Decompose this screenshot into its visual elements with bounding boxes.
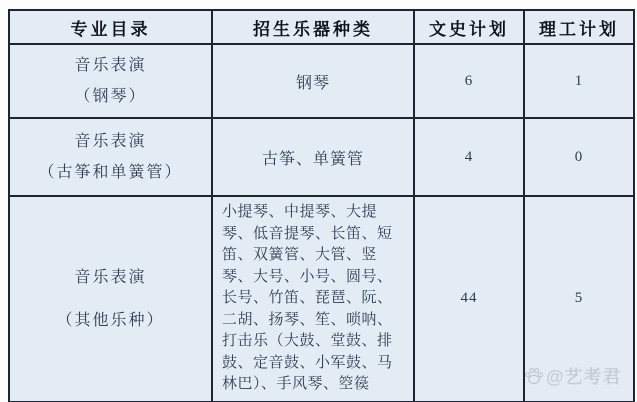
science-plan-cell: 0 <box>524 118 634 196</box>
header-instrument-types: 招生乐器种类 <box>212 10 414 44</box>
header-liberal-arts-plan: 文史计划 <box>414 10 524 44</box>
major-cell <box>9 118 212 196</box>
major-name: 音乐表演 <box>74 133 147 151</box>
major-cell <box>9 44 212 118</box>
watermark-text: @艺考君 <box>546 367 622 387</box>
major-subtype: （古筝和单簧管） <box>38 163 183 181</box>
major-cell <box>9 196 212 402</box>
table-row-piano <box>9 44 634 118</box>
science-plan-cell: 1 <box>524 44 634 118</box>
major-subtype: （钢琴） <box>74 87 147 105</box>
enrollment-plan-table <box>8 9 635 402</box>
arts-plan-cell: 44 <box>414 196 524 402</box>
header-science-plan: 理工计划 <box>524 10 634 44</box>
table-row-other-instruments <box>9 196 634 402</box>
science-plan-cell: 5 <box>524 196 634 402</box>
header-major-catalog: 专业目录 <box>9 10 212 44</box>
instruments-cell: 小提琴、中提琴、大提琴、低音提琴、长笛、短笛、双簧管、大管、竖琴、大号、小号、圆号、长号、竹笛、琵琶、阮、二胡、扬琴、笙、唢呐、打击乐（大鼓、堂鼓、排鼓、定音鼓、小军鼓、马林巴）、手风琴、箜篌 <box>212 196 414 402</box>
instruments-cell: 钢琴 <box>212 44 414 118</box>
table-row-guzheng-clarinet <box>9 118 634 196</box>
arts-plan-cell: 4 <box>414 118 524 196</box>
major-subtype: （其他乐种） <box>56 311 165 329</box>
instruments-cell: 古筝、单簧管 <box>212 118 414 196</box>
arts-plan-cell: 6 <box>414 44 524 118</box>
major-name: 音乐表演 <box>74 57 147 75</box>
header-row <box>9 10 634 44</box>
major-name: 音乐表演 <box>74 268 147 286</box>
